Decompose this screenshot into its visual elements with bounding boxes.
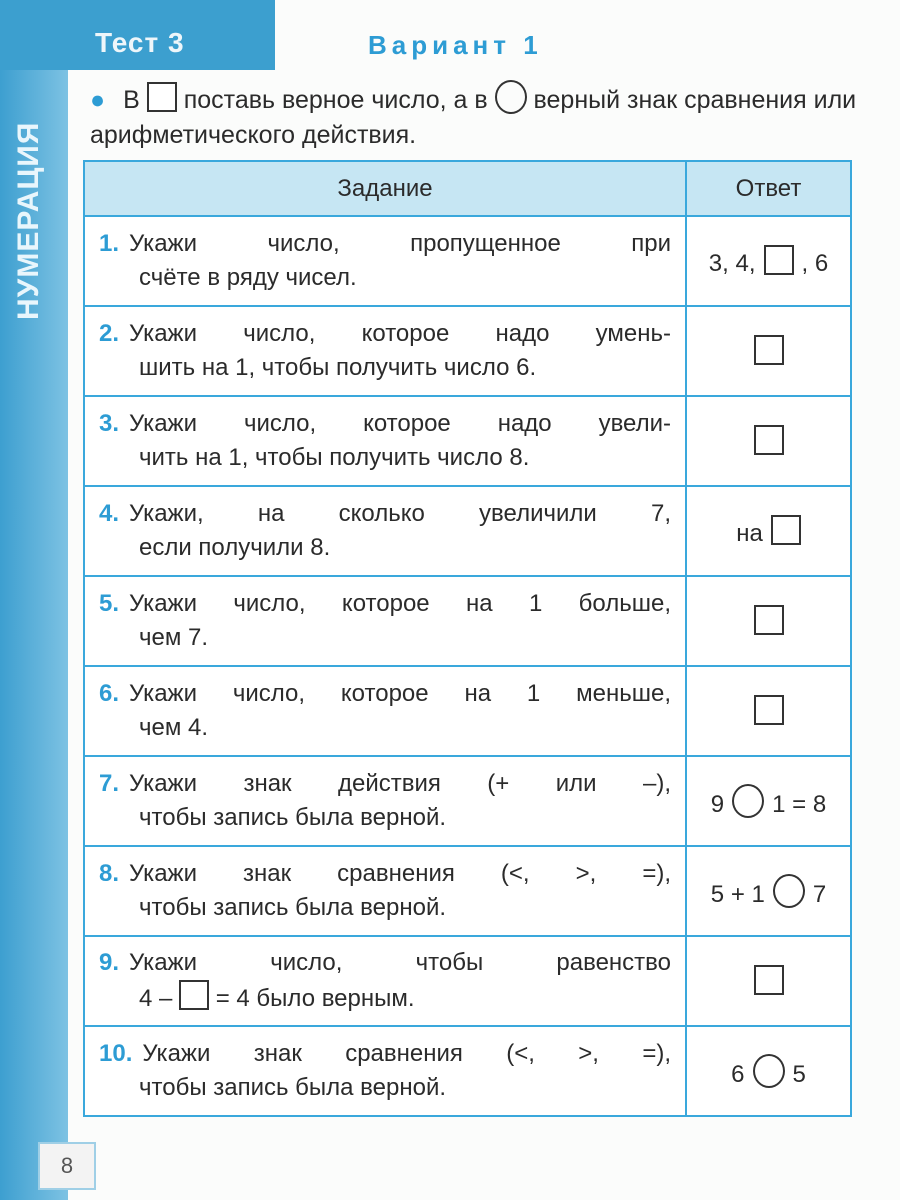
- task-text: шить на 1, чтобы получить число 6.: [139, 354, 537, 381]
- task-text: Укажи число, которое надо умень-: [129, 320, 671, 347]
- answer-cell: [686, 216, 851, 306]
- test-badge: [0, 0, 275, 70]
- answer-box[interactable]: [754, 605, 784, 635]
- answer-text: 3, 4,: [708, 249, 756, 277]
- variant-title: Вариант 1: [368, 30, 543, 60]
- task-text: счёте в ряду чисел.: [139, 264, 357, 291]
- section-label: НУМЕРАЦИЯ: [12, 121, 45, 320]
- task-text: Укажи число, которое на 1 больше,: [129, 590, 671, 617]
- answer-cell: [686, 846, 851, 936]
- answer-circle[interactable]: [753, 1054, 785, 1088]
- task-number: 10.: [99, 1040, 133, 1067]
- task-text: Укажи знак сравнения (<, >, =),: [129, 860, 671, 887]
- task-text: чем 7.: [139, 624, 209, 651]
- task-text: Укажи знак сравнения (<, >, =),: [142, 1040, 671, 1067]
- table-row: [84, 936, 851, 1026]
- task-cell: [84, 846, 686, 936]
- task-text: чить на 1, чтобы получить число 8.: [139, 444, 530, 471]
- answer-cell: [686, 306, 851, 396]
- answer-cell: [686, 576, 851, 666]
- table-row: [84, 756, 851, 846]
- answer-box[interactable]: [754, 335, 784, 365]
- task-cell: [84, 936, 686, 1026]
- task-number: 5.: [99, 590, 120, 617]
- answer-circle[interactable]: [732, 784, 764, 818]
- task-number: 2.: [99, 320, 120, 347]
- answer-cell: [686, 936, 851, 1026]
- page-number: 8: [38, 1142, 96, 1190]
- task-text: если получили 8.: [139, 534, 331, 561]
- answer-text: 6: [731, 1060, 745, 1088]
- answer-cell: [686, 666, 851, 756]
- answer-cell: [686, 1026, 851, 1116]
- task-number: 7.: [99, 770, 120, 797]
- circle-icon: [495, 80, 527, 114]
- answer-box[interactable]: [771, 515, 801, 545]
- task-text: Укажи знак действия (+ или –),: [129, 770, 671, 797]
- answer-text: , 6: [801, 249, 829, 277]
- task-text: Укажи число, которое на 1 меньше,: [129, 680, 671, 707]
- task-text: Укажи число, которое надо увели-: [129, 410, 671, 437]
- task-text: Укажи число, чтобы равенство: [129, 949, 671, 976]
- instructions: [90, 80, 860, 153]
- task-cell: [84, 756, 686, 846]
- answer-box[interactable]: [764, 245, 794, 275]
- task-text: чем 4.: [139, 714, 209, 741]
- header-answer: Ответ: [686, 161, 851, 216]
- answer-box[interactable]: [754, 965, 784, 995]
- task-text: Укажи число, пропущенное при: [129, 230, 671, 257]
- task-cell: [84, 486, 686, 576]
- task-text: Укажи, на сколько увеличили 7,: [129, 500, 671, 527]
- section-strip: [0, 70, 68, 1200]
- task-table: [83, 160, 852, 1117]
- task-text: чтобы запись была верной.: [139, 804, 447, 831]
- answer-text: 7: [812, 880, 827, 908]
- answer-box[interactable]: [754, 425, 784, 455]
- answer-text: 5 + 1: [710, 880, 765, 908]
- task-number: 6.: [99, 680, 120, 707]
- intro-text: В: [123, 86, 140, 114]
- task-text: 4 –: [139, 985, 173, 1012]
- task-number: 9.: [99, 949, 120, 976]
- answer-box[interactable]: [179, 980, 209, 1010]
- answer-text: на: [736, 519, 763, 547]
- task-cell: [84, 216, 686, 306]
- answer-cell: [686, 396, 851, 486]
- table-row: [84, 216, 851, 306]
- intro-text: верный знак сравнения или арифметического действия.: [90, 86, 857, 149]
- task-number: 4.: [99, 500, 120, 527]
- task-number: 8.: [99, 860, 120, 887]
- task-cell: [84, 576, 686, 666]
- table-row: [84, 486, 851, 576]
- table-row: [84, 1026, 851, 1116]
- header-task: Задание: [84, 161, 686, 216]
- answer-box[interactable]: [754, 695, 784, 725]
- task-text: чтобы запись была верной.: [139, 1074, 447, 1101]
- intro-text: поставь верное число, а в: [183, 86, 488, 114]
- table-row: [84, 846, 851, 936]
- task-cell: [84, 1026, 686, 1116]
- task-number: 1.: [99, 230, 120, 257]
- task-text: чтобы запись была верной.: [139, 894, 447, 921]
- answer-text: 9: [710, 790, 725, 818]
- table-row: [84, 666, 851, 756]
- table-row: [84, 396, 851, 486]
- test-title: Тест 3: [95, 27, 185, 58]
- task-number: 3.: [99, 410, 120, 437]
- table-row: [84, 306, 851, 396]
- task-cell: [84, 396, 686, 486]
- box-icon: [147, 82, 177, 112]
- task-cell: [84, 306, 686, 396]
- task-text: = 4 было верным.: [215, 985, 415, 1012]
- answer-text: 5: [792, 1060, 806, 1088]
- task-cell: [84, 666, 686, 756]
- answer-cell: [686, 756, 851, 846]
- answer-text: 1 = 8: [772, 790, 827, 818]
- answer-circle[interactable]: [773, 874, 805, 908]
- answer-cell: [686, 486, 851, 576]
- bullet-icon: ●: [90, 86, 106, 114]
- table-row: [84, 576, 851, 666]
